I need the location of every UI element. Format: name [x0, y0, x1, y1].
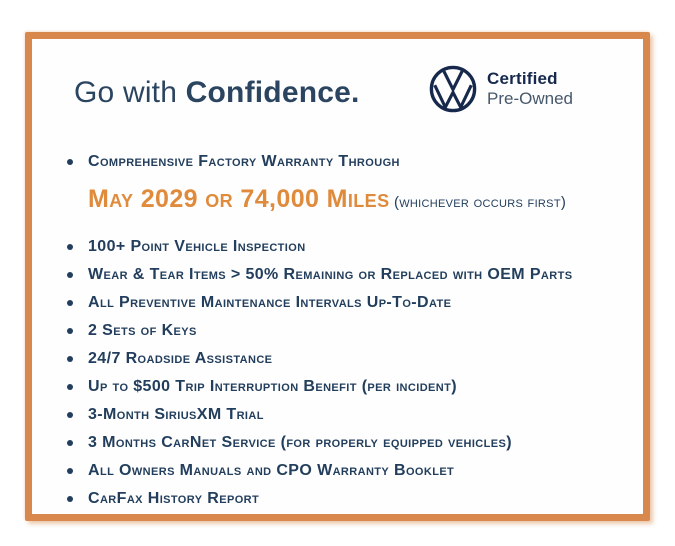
warranty-date-miles: May 2029 or 74,000 Miles	[88, 185, 390, 213]
list-item-label: 3 Months CarNet Service (for properly equipped vehicles)	[88, 434, 512, 451]
vw-cpo-logo	[429, 65, 573, 113]
bullet-icon	[67, 159, 73, 165]
bullet-icon	[67, 496, 73, 502]
list-item	[65, 294, 619, 311]
list-item	[65, 266, 619, 283]
list-item-label: Comprehensive Factory Warranty Through	[88, 153, 400, 170]
bullet-icon	[67, 356, 73, 362]
bullet-icon	[67, 244, 73, 250]
list-item	[65, 350, 619, 367]
title-regular: Go with	[74, 76, 178, 109]
page-title	[74, 75, 360, 111]
list-item-label: Up to $500 Trip Interruption Benefit (per incident)	[88, 378, 457, 395]
warranty-highlight	[65, 184, 619, 218]
list-item-label: 100+ Point Vehicle Inspection	[88, 238, 306, 255]
bullet-icon	[67, 412, 73, 418]
list-item-label: 24/7 Roadside Assistance	[88, 350, 273, 367]
benefits-list	[65, 153, 619, 507]
logo-text	[487, 69, 573, 110]
list-item-label: Wear & Tear Items > 50% Remaining or Replaced with OEM Parts	[88, 266, 573, 283]
header	[32, 39, 643, 113]
warranty-note: (whichever occurs first)	[393, 194, 567, 211]
list-item	[65, 378, 619, 395]
list-item-label: CarFax History Report	[88, 490, 260, 507]
list-item	[65, 490, 619, 507]
bullet-icon	[67, 440, 73, 446]
vw-roundel-icon	[429, 65, 477, 113]
list-item	[65, 322, 619, 339]
certificate-frame	[25, 32, 650, 521]
bullet-icon	[67, 328, 73, 334]
bullet-icon	[67, 300, 73, 306]
bullet-icon	[67, 468, 73, 474]
list-item-label: All Preventive Maintenance Intervals Up-To-Date	[88, 294, 452, 311]
list-item-label: 3-Month SiriusXM Trial	[88, 406, 264, 423]
logo-certified-label: Certified	[487, 68, 558, 88]
bullet-icon	[67, 272, 73, 278]
title-bold: Confidence.	[185, 76, 360, 109]
list-item	[65, 434, 619, 451]
bullet-icon	[67, 384, 73, 390]
list-item	[65, 462, 619, 479]
logo-preowned-label: Pre-Owned	[487, 89, 573, 108]
list-item	[65, 238, 619, 255]
list-item-label: All Owners Manuals and CPO Warranty Booklet	[88, 462, 455, 479]
list-item	[65, 406, 619, 423]
list-item-warranty-lead	[65, 153, 619, 170]
list-item-label: 2 Sets of Keys	[88, 322, 197, 339]
